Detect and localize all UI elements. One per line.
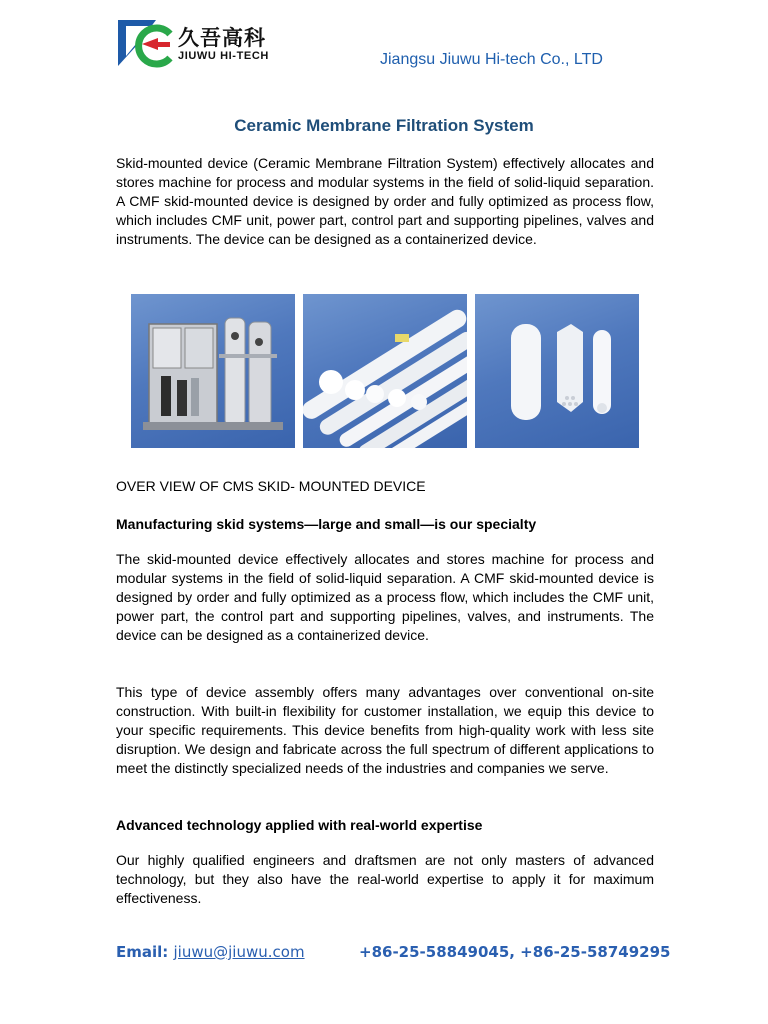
contact-footer — [116, 943, 671, 961]
company-logo — [116, 18, 286, 68]
email-link[interactable]: jiuwu@jiuwu.com — [173, 943, 305, 961]
section-heading-manufacturing: Manufacturing skid systems—large and small—is our specialty — [116, 516, 537, 532]
manufacturing-paragraph-1: The skid-mounted device effectively allocates and stores machine for process and modular systems in the field of solid-liquid separation. A CMF skid-mounted device is designed by order and fully optimized as a process flow, which includes the CMF unit, power part, the control part and supporting pipelines, valves, and instruments. The device can be designed as a containerized device. — [116, 551, 654, 643]
membrane-elements-photo — [475, 294, 639, 448]
membrane-tubes-photo — [303, 294, 467, 448]
phone-numbers: +86-25-58849045, +86-25-58749295 — [359, 943, 671, 961]
logo-english-name: JIUWU HI-TECH — [178, 50, 269, 62]
manufacturing-paragraph-2: This type of device assembly offers many advantages over conventional on-site construction. With built-in flexibility for customer installation, we equip this device to your specific requirements. This device benefits from high-quality work with less site disruption. We design and fabricate across the full spectrum of different applications to meet the distinctly specialized needs of the industries and companies we serve. — [116, 684, 654, 776]
email-label: Email: — [116, 943, 174, 961]
technology-paragraph: Our highly qualified engineers and draftsmen are not only masters of advanced technology, but they also have the real-world expertise to apply it for maximum effectiveness. — [116, 852, 654, 906]
skid-machine-photo — [131, 294, 295, 448]
overview-heading: OVER VIEW OF CMS SKID- MOUNTED DEVICE — [116, 478, 426, 494]
jiuwu-logo-icon — [116, 18, 174, 68]
page-title: Ceramic Membrane Filtration System — [234, 116, 534, 135]
company-name: Jiangsu Jiuwu Hi-tech Co., LTD — [380, 51, 603, 68]
section-heading-technology: Advanced technology applied with real-world expertise — [116, 817, 483, 833]
logo-chinese-name: 久吾高科 — [178, 26, 266, 50]
intro-paragraph: Skid-mounted device (Ceramic Membrane Filtration System) effectively allocates and stores machine for process and modular systems in the field of solid-liquid separation. A CMF skid-mounted device is designed by order and fully optimized as process flow, which includes CMF unit, power part, control part and supporting pipelines, valves and instruments. The device can be designed as a containerized device. — [116, 155, 654, 247]
